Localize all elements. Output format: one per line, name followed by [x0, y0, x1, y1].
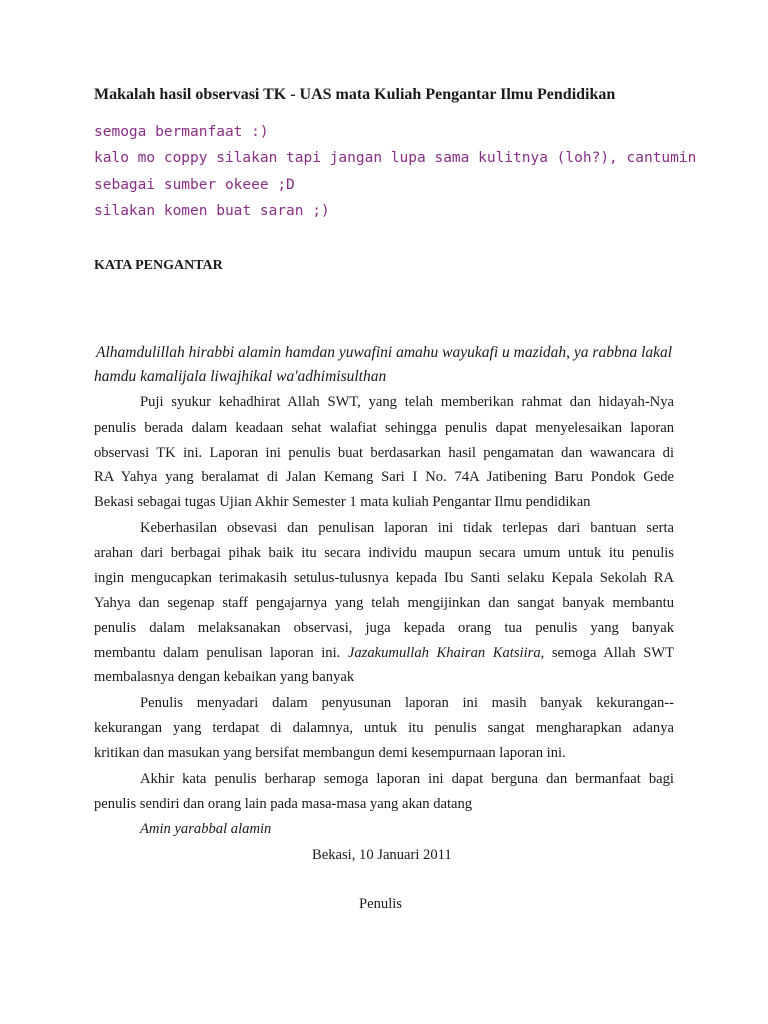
paragraph-line: RA Yahya yang beralamat di Jalan Kemang Sari I No. 74A Jatibening Baru Pondok Gede: [94, 469, 674, 485]
author-note-line: kalo mo coppy silakan tapi jangan lupa sama kulitnya (loh?), cantumin: [94, 150, 697, 166]
paragraph-line: Yahya dan segenap staff pengajarnya yang telah mengijinkan dan sangat banyak membantu: [94, 595, 674, 611]
document-title: Makalah hasil observasi TK - UAS mata Kuliah Pengantar Ilmu Pendidikan: [94, 86, 616, 103]
paragraph-text: , semoga Allah SWT: [540, 645, 674, 661]
paragraph-text: membantu dalam penulisan laporan ini.: [94, 645, 348, 661]
paragraph-line: penulis sendiri dan orang lain pada masa-masa yang akan datang: [94, 796, 473, 812]
author-note-line: semoga bermanfaat :): [94, 124, 269, 140]
paragraph-line: arahan dari berbagai pihak baik itu secara individu maupun secara umum untuk itu penulis: [94, 545, 674, 561]
paragraph-line: kritikan dan masukan yang bersifat membangun demi kesempurnaan laporan ini.: [94, 745, 566, 761]
opening-prayer-line: Alhamdulillah hirabbi alamin hamdan yuwafini amahu wayukafi u mazidah, ya rabbna lakal: [96, 344, 673, 361]
paragraph-line: [94, 645, 674, 662]
paragraph-line: membalasnya dengan kebaikan yang banyak: [94, 669, 355, 685]
arabic-phrase: Jazakumullah Khairan Katsiira: [347, 645, 541, 661]
section-heading: KATA PENGANTAR: [94, 258, 223, 273]
author-note-line: sebagai sumber okeee ;D: [94, 177, 295, 193]
opening-prayer-line: hamdu kamalijala liwajhikal wa'adhimisulthan: [94, 368, 387, 385]
paragraph-line: observasi TK ini. Laporan ini penulis buat berdasarkan hasil pengamatan dan wawancara di: [94, 445, 674, 461]
paragraph-line: penulis berada dalam keadaan sehat walafiat sehingga penulis dapat menyelesaikan laporan: [94, 420, 674, 436]
paragraph-line: Penulis menyadari dalam penyusunan laporan ini masih banyak kekurangan--: [140, 695, 674, 711]
paragraph-line: Keberhasilan obsevasi dan penulisan laporan ini tidak terlepas dari bantuan serta: [140, 520, 674, 536]
closing-prayer: Amin yarabbal alamin: [140, 821, 272, 837]
signature-label: Penulis: [359, 896, 402, 912]
paragraph-line: penulis dalam melaksanakan observasi, juga kepada orang tua penulis yang banyak: [94, 620, 674, 636]
paragraph-line: Bekasi sebagai tugas Ujian Akhir Semester 1 mata kuliah Pengantar Ilmu pendidikan: [94, 494, 591, 510]
paragraph-line: Puji syukur kehadhirat Allah SWT, yang telah memberikan rahmat dan hidayah-Nya: [140, 394, 674, 410]
author-note-line: silakan komen buat saran ;): [94, 203, 330, 219]
place-date: Bekasi, 10 Januari 2011: [312, 847, 452, 863]
paragraph-line: ingin mengucapkan terimakasih setulus-tulusnya kepada Ibu Santi selaku Kepala Sekolah RA: [94, 570, 674, 586]
paragraph-line: kekurangan yang terdapat di dalamnya, untuk itu penulis sangat mengharapkan adanya: [94, 720, 674, 736]
paragraph-line: Akhir kata penulis berharap semoga laporan ini dapat berguna dan bermanfaat bagi: [140, 771, 674, 787]
